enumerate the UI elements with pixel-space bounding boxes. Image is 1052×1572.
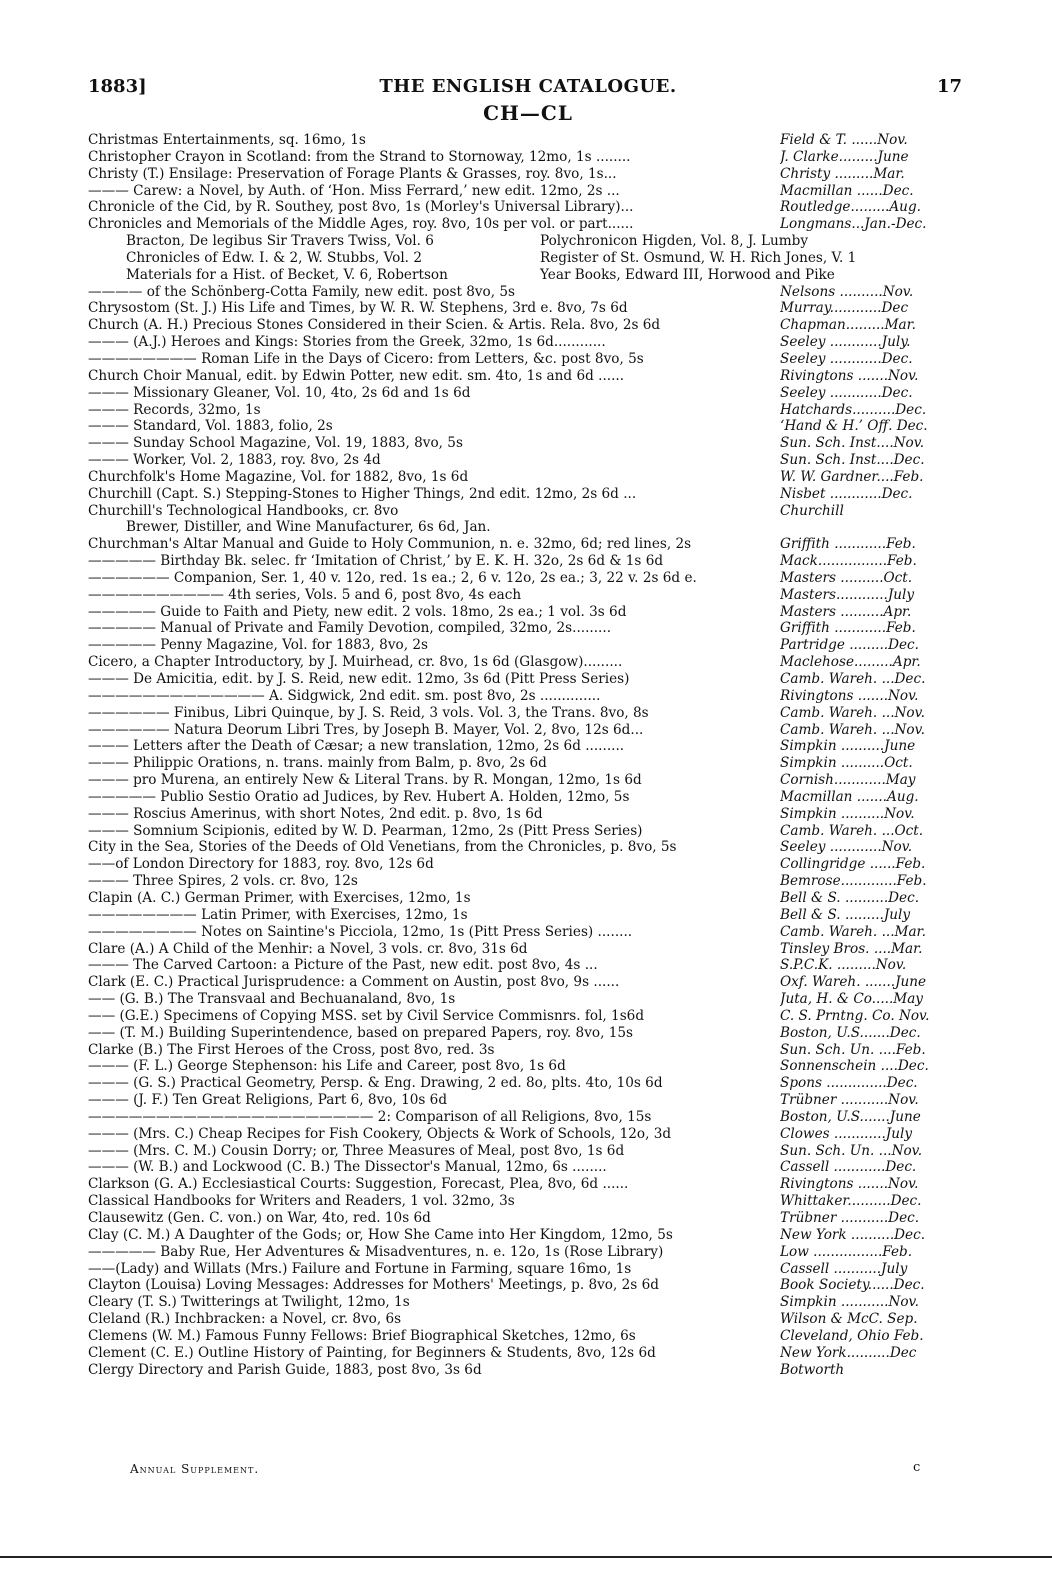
entry-publisher-date: Rivingtons .......Nov. — [780, 1176, 919, 1193]
entry-publisher-date: Camb. Wareh. ...Nov. — [780, 721, 926, 738]
entry-title: ——(Lady) and Willats (Mrs.) Failure and Fortune in Farming, square 16mo, 1s — [88, 1260, 632, 1277]
entry-publisher-date: Maclehose.........Apr. — [780, 654, 921, 671]
entry-title: ——— (G. S.) Practical Geometry, Persp. & Eng. Drawing, 2 ed. 8o, plts. 4to, 10s 6d — [88, 1075, 663, 1092]
catalogue-entry — [88, 553, 968, 570]
entry-publisher-date: Whittaker..........Dec. — [780, 1193, 922, 1210]
entry-publisher-date: Camb. Wareh. ...Nov. — [780, 704, 926, 721]
catalogue-entry — [88, 1092, 968, 1109]
entry-publisher-date: Nisbet ............Dec. — [780, 485, 913, 502]
entry-title: ——— Carew: a Novel, by Auth. of ‘Hon. Miss Ferrard,’ new edit. 12mo, 2s ... — [88, 182, 620, 199]
entry-publisher-date: Chapman.........Mar. — [780, 317, 916, 334]
catalogue-entry — [88, 300, 968, 317]
entry-title: Chrysostom (St. J.) His Life and Times, by W. R. W. Stephens, 3rd e. 8vo, 7s 6d — [88, 300, 628, 317]
entry-title: ——— Worker, Vol. 2, 1883, roy. 8vo, 2s 4d — [88, 452, 381, 469]
entry-title: Clapin (A. C.) German Primer, with Exercises, 12mo, 1s — [88, 889, 471, 906]
entry-publisher-date: Christy .........Mar. — [780, 165, 905, 182]
catalogue-entry — [88, 402, 968, 419]
catalogue-entry — [88, 907, 968, 924]
entry-publisher-date: Seeley ............Dec. — [780, 384, 913, 401]
entry-title: ————— Publio Sestio Oratio ad Judices, by Rev. Hubert A. Holden, 12mo, 5s — [88, 788, 630, 805]
entry-publisher-date: Seeley ............Dec. — [780, 350, 913, 367]
entry-title: Churchill (Capt. S.) Stepping-Stones to Higher Things, 2nd edit. 12mo, 2s 6d ... — [88, 485, 637, 502]
catalogue-entry — [88, 250, 968, 267]
catalogue-entry — [88, 856, 968, 873]
entry-title: Classical Handbooks for Writers and Readers, 1 vol. 32mo, 3s — [88, 1193, 515, 1210]
catalogue-entries — [88, 132, 968, 1378]
entry-title: ———————— Notes on Saintine's Picciola, 12mo, 1s (Pitt Press Series) ........ — [88, 923, 633, 940]
entry-title: ——— Missionary Gleaner, Vol. 10, 4to, 2s 6d and 1s 6d — [88, 384, 471, 401]
entry-title: —————— Finibus, Libri Quinque, by J. S. Reid, 3 vols. Vol. 3, the Trans. 8vo, 8s — [88, 704, 649, 721]
entry-title: City in the Sea, Stories of the Deeds of Old Venetians, from the Chronicles, p. 8vo, 5s — [88, 839, 677, 856]
catalogue-entry — [88, 604, 968, 621]
catalogue-entry — [88, 1025, 968, 1042]
header-year: 1883] — [88, 76, 147, 97]
catalogue-entry — [88, 873, 968, 890]
signature-mark: c — [913, 1460, 921, 1475]
sub-entry-title: Bracton, De legibus Sir Travers Twiss, Vol. 6 — [126, 233, 434, 250]
entry-publisher-date: Rivingtons .......Nov. — [780, 687, 919, 704]
entry-publisher-date: Simpkin ..........Nov. — [780, 805, 915, 822]
catalogue-entry — [88, 334, 968, 351]
sub-entry-title: Polychronicon Higden, Vol. 8, J. Lumby — [540, 233, 809, 250]
catalogue-entry — [88, 351, 968, 368]
entry-publisher-date: Hatchards..........Dec. — [780, 401, 927, 418]
entry-title: —————————— 4th series, Vols. 5 and 6, post 8vo, 4s each — [88, 586, 522, 603]
entry-title: Cicero, a Chapter Introductory, by J. Muirhead, cr. 8vo, 1s 6d (Glasgow)......... — [88, 654, 623, 671]
catalogue-entry — [88, 570, 968, 587]
entry-title: ————— Manual of Private and Family Devotion, compiled, 32mo, 2s......... — [88, 620, 612, 637]
entry-title: —— (T. M.) Building Superintendence, based on prepared Papers, roy. 8vo, 15s — [88, 1024, 633, 1041]
entry-publisher-date: Griffith ............Feb. — [780, 620, 916, 637]
entry-publisher-date: Simpkin ...........Nov. — [780, 1294, 919, 1311]
catalogue-entry — [88, 1126, 968, 1143]
entry-publisher-date: Boston, U.S.......Dec. — [780, 1024, 921, 1041]
catalogue-entry — [88, 789, 968, 806]
entry-title: ——— Roscius Amerinus, with short Notes, 2nd edit. p. 8vo, 1s 6d — [88, 805, 543, 822]
entry-publisher-date: Sonnenschein ....Dec. — [780, 1058, 929, 1075]
catalogue-entry — [88, 199, 968, 216]
catalogue-entry — [88, 772, 968, 789]
entry-title: ————————————————————— 2: Comparison of all Religions, 8vo, 15s — [88, 1108, 652, 1125]
entry-publisher-date: Macmillan .......Aug. — [780, 788, 919, 805]
entry-title: Clark (E. C.) Practical Jurisprudence: a Comment on Austin, post 8vo, 9s ...... — [88, 974, 620, 991]
entry-publisher-date: Camb. Wareh. ...Oct. — [780, 822, 924, 839]
entry-title: Church (A. H.) Precious Stones Considered in their Scien. & Artis. Rela. 8vo, 2s 6d — [88, 317, 661, 334]
entry-publisher-date: ‘Hand & H.’ Off. Dec. — [780, 418, 928, 435]
entry-publisher-date: New York ..........Dec. — [780, 1226, 926, 1243]
entry-title: ——— (A.J.) Heroes and Kings: Stories from the Greek, 32mo, 1s 6d............ — [88, 334, 606, 351]
entry-title: Chronicle of the Cid, by R. Southey, post 8vo, 1s (Morley's Universal Library)... — [88, 199, 634, 216]
entry-publisher-date: Oxf. Wareh. .......June — [780, 974, 927, 991]
entry-publisher-date: Griffith ............Feb. — [780, 536, 916, 553]
entry-title: ——of London Directory for 1883, roy. 8vo, 12s 6d — [88, 856, 434, 873]
catalogue-entry — [88, 1244, 968, 1261]
catalogue-entry — [88, 1210, 968, 1227]
entry-publisher-date: Cleveland, Ohio Feb. — [780, 1327, 924, 1344]
entry-publisher-date: Trübner ...........Dec. — [780, 1210, 920, 1226]
entry-title: Churchfolk's Home Magazine, Vol. for 1882, 8vo, 1s 6d — [88, 468, 469, 485]
entry-publisher-date: Sun. Sch. Un. ....Feb. — [780, 1041, 926, 1058]
entry-title: —————— Companion, Ser. 1, 40 v. 12o, red. 1s ea.; 2, 6 v. 12o, 2s ea.; 3, 22 v. 2s 6d e. — [88, 569, 697, 586]
entry-title: ————— Birthday Bk. selec. fr ‘Imitation of Christ,’ by E. K. H. 32o, 2s 6d & 1s 6d — [88, 553, 664, 570]
entry-title: Clement (C. E.) Outline History of Painting, for Beginners & Students, 8vo, 12s 6d — [88, 1344, 656, 1361]
entry-title: ——— (Mrs. C.) Cheap Recipes for Fish Cookery, Objects & Work of Schools, 12o, 3d — [88, 1125, 672, 1142]
section-heading: CH—CL — [483, 101, 573, 125]
entry-publisher-date: New York..........Dec — [780, 1344, 917, 1361]
catalogue-entry — [88, 486, 968, 503]
entry-title: Chronicles and Memorials of the Middle Ages, roy. 8vo, 10s per vol. or part...... — [88, 216, 634, 233]
catalogue-entry — [88, 705, 968, 722]
entry-publisher-date: Masters............July — [780, 586, 915, 603]
entry-publisher-date — [780, 519, 968, 536]
catalogue-entry — [88, 536, 968, 553]
entry-title: Clergy Directory and Parish Guide, 1883, post 8vo, 3s 6d — [88, 1361, 482, 1378]
entry-title: Churchill's Technological Handbooks, cr. 8vo — [88, 502, 399, 519]
entry-title: ——— (Mrs. C. M.) Cousin Dorry; or, Three Measures of Meal, post 8vo, 1s 6d — [88, 1142, 625, 1159]
entry-publisher-date: Cassell ............Dec. — [780, 1159, 917, 1176]
entry-publisher-date: Sun. Sch. Un. ...Nov. — [780, 1142, 923, 1159]
entry-title: ————— Guide to Faith and Piety, new edit. 2 vols. 18mo, 2s ea.; 1 vol. 3s 6d — [88, 603, 627, 620]
catalogue-entry — [88, 519, 968, 536]
entry-publisher-date: Tinsley Bros. ....Mar. — [780, 940, 923, 957]
entry-title: Church Choir Manual, edit. by Edwin Potter, new edit. sm. 4to, 1s and 6d ...... — [88, 367, 625, 384]
catalogue-entry — [88, 1328, 968, 1345]
entry-title: ———————— Roman Life in the Days of Cicero: from Letters, &c. post 8vo, 5s — [88, 350, 644, 367]
entry-publisher-date: Murray............Dec — [780, 300, 909, 317]
entry-title: Clemens (W. M.) Famous Funny Fellows: Brief Biographical Sketches, 12mo, 6s — [88, 1327, 636, 1344]
catalogue-entry — [88, 1075, 968, 1092]
catalogue-entry — [88, 1362, 968, 1379]
entry-title: Brewer, Distiller, and Wine Manufacturer, 6s 6d, Jan. — [126, 519, 491, 536]
sub-entry-title: Materials for a Hist. of Becket, V. 6, Robertson — [126, 266, 448, 283]
catalogue-entry — [88, 991, 968, 1008]
entry-publisher-date: Low ................Feb. — [780, 1243, 913, 1260]
entry-publisher-date: Macmillan ......Dec. — [780, 182, 914, 199]
entry-title: Christy (T.) Ensilage: Preservation of Forage Plants & Grasses, roy. 8vo, 1s... — [88, 165, 617, 182]
entry-title: ——— Records, 32mo, 1s — [88, 401, 261, 418]
entry-title: Cleland (R.) Inchbracken: a Novel, cr. 8vo, 6s — [88, 1311, 402, 1328]
catalogue-entry — [88, 924, 968, 941]
entry-publisher-date: Bemrose.............Feb. — [780, 873, 927, 890]
catalogue-entry — [88, 469, 968, 486]
entry-publisher-date: Boston, U.S.......June — [780, 1108, 921, 1125]
entry-title: ——— Three Spires, 2 vols. cr. 8vo, 12s — [88, 873, 358, 890]
catalogue-entry — [88, 503, 968, 520]
entry-publisher-date: Rivingtons .......Nov. — [780, 367, 919, 384]
catalogue-entry — [88, 284, 968, 301]
catalogue-entry — [88, 941, 968, 958]
catalogue-entry — [88, 1176, 968, 1193]
footer-note: Annual Supplement. — [130, 1462, 260, 1476]
catalogue-entry — [88, 149, 968, 166]
catalogue-entry — [88, 1008, 968, 1025]
catalogue-entry — [88, 435, 968, 452]
catalogue-entry — [88, 1143, 968, 1160]
catalogue-entry — [88, 722, 968, 739]
entry-title: Churchman's Altar Manual and Guide to Holy Communion, n. e. 32mo, 6d; red lines, 2s — [88, 536, 692, 553]
entry-publisher-date: Cassell ...........July — [780, 1260, 908, 1277]
entry-title: ————— Baby Rue, Her Adventures & Misadventures, n. e. 12o, 1s (Rose Library) — [88, 1243, 664, 1260]
entry-publisher-date: C. S. Prntng. Co. Nov. — [780, 1007, 930, 1024]
entry-title: ——— Somnium Scipionis, edited by W. D. Pearman, 12mo, 2s (Pitt Press Series) — [88, 822, 643, 839]
entry-publisher-date: Camb. Wareh. ...Mar. — [780, 923, 926, 940]
entry-publisher-date: Bell & S. .........July — [780, 906, 911, 923]
catalogue-entry — [88, 587, 968, 604]
catalogue-entry — [88, 1042, 968, 1059]
entry-publisher-date: Book Society......Dec. — [780, 1277, 925, 1294]
sub-entry-title: Register of St. Osmund, W. H. Rich Jones, V. 1 — [540, 249, 857, 266]
catalogue-entry — [88, 1294, 968, 1311]
entry-publisher-date: Longmans...Jan.-Dec. — [780, 216, 927, 233]
catalogue-entry — [88, 233, 968, 250]
entry-publisher-date: Clowes ............July — [780, 1125, 912, 1142]
sub-entry-pair — [88, 250, 856, 267]
catalogue-entry — [88, 839, 968, 856]
catalogue-entry — [88, 216, 968, 233]
catalogue-entry — [88, 957, 968, 974]
sub-entry-title: Year Books, Edward III, Horwood and Pike — [540, 266, 835, 283]
catalogue-entry — [88, 267, 968, 284]
entry-publisher-date: Wilson & McC. Sep. — [780, 1311, 918, 1328]
entry-title: —————— Natura Deorum Libri Tres, by Joseph B. Mayer, Vol. 2, 8vo, 12s 6d... — [88, 721, 644, 738]
catalogue-entry — [88, 1261, 968, 1278]
entry-title: ——— De Amicitia, edit. by J. S. Reid, new edit. 12mo, 3s 6d (Pitt Press Series) — [88, 671, 630, 687]
entry-publisher-date: Routledge.........Aug. — [780, 199, 921, 216]
entry-publisher-date: Seeley ............Nov. — [780, 839, 913, 856]
catalogue-entry — [88, 974, 968, 991]
catalogue-entry — [88, 1227, 968, 1244]
entry-publisher-date: W. W. Gardner....Feb. — [780, 468, 924, 485]
entry-title: —— (G.E.) Specimens of Copying MSS. set by Civil Service Commisnrs. fol, 1s6d — [88, 1007, 645, 1024]
catalogue-entry — [88, 1345, 968, 1362]
catalogue-entry — [88, 738, 968, 755]
entry-title: ——— (J. F.) Ten Great Religions, Part 6, 8vo, 10s 6d — [88, 1092, 448, 1109]
entry-title: Clausewitz (Gen. C. von.) on War, 4to, red. 10s 6d — [88, 1210, 431, 1226]
entry-title: ——— (W. B.) and Lockwood (C. B.) The Dissector's Manual, 12mo, 6s ........ — [88, 1159, 607, 1176]
entry-publisher-date: Sun. Sch. Inst....Nov. — [780, 435, 925, 452]
entry-publisher-date: Mack................Feb. — [780, 553, 917, 570]
catalogue-entry — [88, 620, 968, 637]
catalogue-entry — [88, 688, 968, 705]
catalogue-entry — [88, 132, 968, 149]
entry-publisher-date: Nelsons ..........Nov. — [780, 283, 914, 300]
entry-publisher-date: Seeley ............July. — [780, 334, 911, 351]
sub-entry-title: Chronicles of Edw. I. & 2, W. Stubbs, Vol. 2 — [126, 249, 422, 266]
catalogue-entry — [88, 1311, 968, 1328]
entry-publisher-date: Cornish............May — [780, 772, 916, 789]
sub-entry-pair — [88, 267, 835, 284]
catalogue-entry — [88, 755, 968, 772]
entry-title: ————— Penny Magazine, Vol. for 1883, 8vo, 2s — [88, 637, 428, 654]
catalogue-entry — [88, 1109, 968, 1126]
catalogue-entry — [88, 1277, 968, 1294]
page-number: 17 — [936, 76, 962, 97]
entry-publisher-date: Partridge .........Dec. — [780, 637, 919, 654]
entry-title: ——— Philippic Orations, n. trans. mainly from Balm, p. 8vo, 2s 6d — [88, 755, 547, 772]
entry-publisher-date: Simpkin ..........Oct. — [780, 755, 913, 772]
catalogue-entry — [88, 671, 968, 688]
entry-publisher-date: Churchill — [780, 502, 844, 519]
catalogue-entry — [88, 317, 968, 334]
catalogue-entry — [88, 166, 968, 183]
catalogue-page — [88, 76, 968, 1378]
entry-publisher-date: Collingridge ......Feb. — [780, 856, 926, 873]
catalogue-entry — [88, 1159, 968, 1176]
entry-title: Clarkson (G. A.) Ecclesiastical Courts: Suggestion, Forecast, Plea, 8vo, 6d ...... — [88, 1176, 629, 1193]
entry-publisher-date: Trübner ...........Nov. — [780, 1092, 919, 1109]
entry-publisher-date: Spons ..............Dec. — [780, 1075, 918, 1092]
entry-title: Christmas Entertainments, sq. 16mo, 1s — [88, 132, 366, 148]
entry-title: ——— Sunday School Magazine, Vol. 19, 1883, 8vo, 5s — [88, 435, 463, 452]
entry-publisher-date: Sun. Sch. Inst....Dec. — [780, 452, 925, 469]
header-title: THE ENGLISH CATALOGUE. — [379, 76, 677, 97]
entry-publisher-date: Camb. Wareh. ...Dec. — [780, 671, 926, 687]
entry-publisher-date: Simpkin ..........June — [780, 738, 916, 755]
bottom-rule — [0, 1556, 1052, 1558]
catalogue-entry — [88, 452, 968, 469]
entry-title: Cleary (T. S.) Twitterings at Twilight, 12mo, 1s — [88, 1294, 410, 1311]
catalogue-entry — [88, 1058, 968, 1075]
entry-publisher-date: Bell & S. ..........Dec. — [780, 889, 920, 906]
entry-title: Christopher Crayon in Scotland: from the Strand to Stornoway, 12mo, 1s ........ — [88, 148, 631, 165]
entry-title: ——— (F. L.) George Stephenson: his Life and Career, post 8vo, 1s 6d — [88, 1058, 566, 1075]
catalogue-entry — [88, 806, 968, 823]
catalogue-entry — [88, 654, 968, 671]
catalogue-entry — [88, 385, 968, 402]
entry-title: ———————— Latin Primer, with Exercises, 12mo, 1s — [88, 906, 468, 923]
entry-publisher-date: J. Clarke.........June — [780, 148, 909, 165]
catalogue-entry — [88, 368, 968, 385]
entry-publisher-date: Field & T. ......Nov. — [780, 132, 908, 148]
entry-title: Clare (A.) A Child of the Menhir: a Novel, 3 vols. cr. 8vo, 31s 6d — [88, 940, 528, 957]
entry-title: ——— Letters after the Death of Cæsar; a new translation, 12mo, 2s 6d ......... — [88, 738, 625, 755]
sub-entry-pair — [88, 233, 808, 250]
catalogue-entry — [88, 418, 968, 435]
entry-title: ————————————— A. Sidgwick, 2nd edit. sm. post 8vo, 2s .............. — [88, 687, 601, 704]
entry-publisher-date: Masters ..........Apr. — [780, 603, 912, 620]
entry-title: Clay (C. M.) A Daughter of the Gods; or, How She Came into Her Kingdom, 12mo, 5s — [88, 1226, 673, 1243]
entry-publisher-date: Juta, H. & Co.....May — [780, 991, 923, 1008]
entry-title: ——— pro Murena, an entirely New & Literal Trans. by R. Mongan, 12mo, 1s 6d — [88, 772, 642, 789]
catalogue-entry — [88, 890, 968, 907]
catalogue-entry — [88, 183, 968, 200]
entry-title: ———— of the Schönberg-Cotta Family, new edit. post 8vo, 5s — [88, 283, 516, 300]
entry-title: Clayton (Louisa) Loving Messages: Addresses for Mothers' Meetings, p. 8vo, 2s 6d — [88, 1277, 659, 1294]
entry-publisher-date: S.P.C.K. .........Nov. — [780, 957, 907, 974]
entry-publisher-date: Masters ..........Oct. — [780, 569, 913, 586]
catalogue-entry — [88, 637, 968, 654]
catalogue-entry — [88, 823, 968, 840]
entry-title: ——— Standard, Vol. 1883, folio, 2s — [88, 418, 333, 435]
entry-title: —— (G. B.) The Transvaal and Bechuanaland, 8vo, 1s — [88, 991, 456, 1008]
entry-publisher-date: Botworth — [780, 1361, 845, 1378]
entry-title: Clarke (B.) The First Heroes of the Cross, post 8vo, red. 3s — [88, 1041, 495, 1058]
entry-title: ——— The Carved Cartoon: a Picture of the Past, new edit. post 8vo, 4s ... — [88, 957, 598, 974]
catalogue-entry — [88, 1193, 968, 1210]
running-header — [88, 76, 968, 100]
